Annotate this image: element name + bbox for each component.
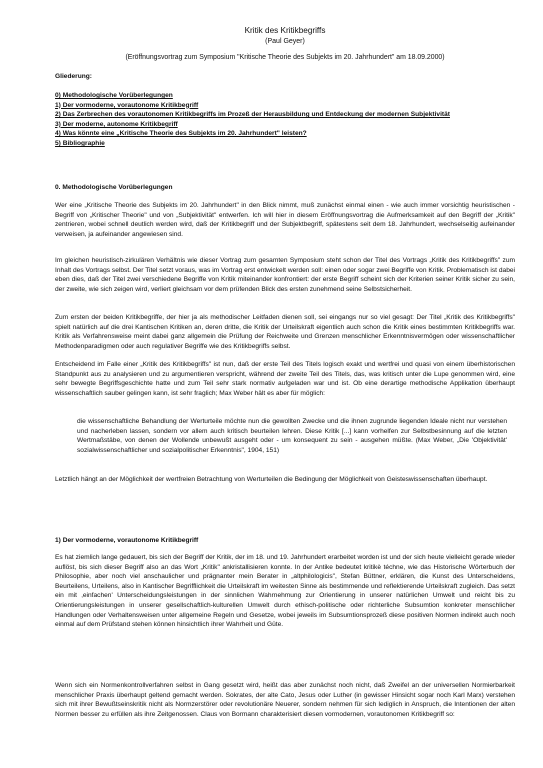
- toc-item-4[interactable]: 4) Was könnte eine „Kritische Theorie des Subjekts im 20. Jahrhundert" leisten?: [55, 130, 307, 138]
- toc-heading: Gliederung:: [55, 73, 92, 80]
- toc-item-3[interactable]: 3) Der moderne, autonome Kritikbegriff: [55, 120, 178, 128]
- section-1-paragraph-2: Wenn sich ein Normenkontrollverfahren selbst in Gang gesetzt wird, heißt das aber zunächst noch nicht, daß Zweifel an der universellen Normierbarkeit menschlicher Praxis überhaupt geltend gemacht werden. Sokrates, der alte Cato, Jesus oder Luther (in gewisser Hinsicht sogar noch Karl Marx) verstehen sich mit ihrer Bewußtseinskritik nicht als Normzerstörer oder revolutionäre Neuerer, sondern nehmen für sich lediglich in Anspruch, die Intentionen der alten Normen besser zu erfüllen als ihre Zeitgenossen. Claus von Bormann charakterisiert diesen vormodernen, vorautonomen Kritikbegriff so:: [55, 682, 515, 718]
- section-0-paragraph-2: Im gleichen heuristisch-zirkulären Verhältnis wie dieser Vortrag zum gesamten Symposium steht schon der Titel des Vortrags „Kritik des Kritikbegriffs" zum Inhalt des Vortrags selbst. Der Titel setzt voraus, was im Vortrag erst entwickelt werden soll: einen oder sogar zwei Begriffe von Kritik. Problematisch ist dabei eben dies, daß der Titel zwei verschiedene Begriffe von Kritik miteinander konfrontiert: der erste Begriff scheint sich der Kriterien seiner Kritik sicher zu sein, der zweite, wie sich zeigen wird, verliert gleichsam vor dem prüfenden Blick des ersten zunehmend seine Selbstsicherheit.: [55, 257, 515, 293]
- document-title: Kritik des Kritikbegriffs: [244, 26, 326, 35]
- section-0-closing: Letztlich hängt an der Möglichkeit der wertfreien Betrachtung von Werturteilen die Bedingung der Möglichkeit von Geisteswissenschaften überhaupt.: [55, 476, 488, 483]
- toc-item-5[interactable]: 5) Bibliographie: [55, 139, 105, 147]
- toc-item-2[interactable]: 2) Das Zerbrechen des vorautonomen Kritikbegriffs im Prozeß der Herausbildung und Entdeckung der modernen Subjektivität: [55, 111, 450, 119]
- section-0-paragraph-3: Zum ersten der beiden Kritikbegriffe, der hier ja als methodischer Leitfaden dienen soll, sei eingangs nur so viel gesagt: Der Titel „Kritik des Kritikbegriffs" spielt natürlich auf die drei Kantischen Kritiken an, deren dritte, die Kritik der Urteilskraft eigentlich auch schon die Kritik eines bestimmten Kritikbegriffs war. Kritik als Verfahrensweise meint dabei ganz allgemein die Prüfung der Reichweite und Grenzen menschlicher Erkenntnisvermögen oder wissenschaftlicher Methodenparadigmen oder auch regulativer Begriffe wie des Kritikbegriffs selbst.: [55, 314, 515, 350]
- section-1-heading: 1) Der vormoderne, vorautonome Kritikbegriff: [55, 537, 199, 544]
- section-0-paragraph-1: Wer eine „Kritische Theorie des Subjekts im 20. Jahrhundert" in den Blick nimmt, muß zunächst einmal einen - wie auch immer vorsichtig heuristischen - Begriff von „Kritischer Theorie" und von „Subjektivität" entwerfen. Ich will hier in diesem Eröffnungsvortrag die Aufmerksamkeit auf den Begriff der „Kritik" zentrieren, wobei schnell deutlich werden wird, daß der Kritikbegriff und der Subjektbegriff, spätestens seit dem 18. Jahrhundert, wechselseitig aufeinander verweisen, ja aufeinander angewiesen sind.: [55, 202, 515, 238]
- section-0-heading: 0. Methodologische Vorüberlegungen: [55, 184, 173, 191]
- document-occasion: (Eröffnungsvortrag zum Symposium "Kritische Theorie des Subjekts im 20. Jahrhundert" am 18.09.2000): [125, 54, 445, 61]
- toc-item-1[interactable]: 1) Der vormoderne, vorautonome Kritikbegriff: [55, 101, 199, 109]
- table-of-contents: [55, 91, 515, 149]
- section-1-paragraph-1: Es hat ziemlich lange gedauert, bis sich der Begriff der Kritik, der im 18. und 19. Jahrhundert erarbeitet worden ist und der sich heute vielleicht gerade wieder auflöst, bis sich dieser Begriff also an das Wort „Kritik" ankristallisieren konnte. In der Antike bedeutet kritikè téchne, wie das Historische Wörterbuch der Philosophie, aber noch viel anschaulicher und prägnanter mein Berater in „altphilologicis", Stefan Büttner, erklären, die Kunst des Unterscheidens, Beurteilens, Urteilens, also in Kantischer Begrifflichkeit die Urteilskraft im weitesten Sinne als bestimmende und reflektierende Urteilskraft zugleich. Das setzt ein mit ‚einfachen' Unterscheidungsleistungen in der sinnlichen Wahrnehmung zur Orientierung in unserer natürlichen Umwelt und reicht bis zu Orientierungsleistungen in unserer gesellschaftlich-kulturellen Umwelt durch ethisch-politische oder richterliche Subsumtion konkreter menschlicher Handlungen oder Verhaltensweisen unter allgemeine Regeln und Gesetze, wobei jeweils im Subsumtionsprozeß diese positiven Normen indirekt auch noch einmal auf dem Prüfstand stehen können hinsichtlich ihrer Wahrheit und Güte.: [55, 554, 515, 629]
- document-author: (Paul Geyer): [265, 38, 305, 45]
- toc-item-0[interactable]: 0) Methodologische Vorüberlegungen: [55, 92, 173, 99]
- weber-quote: die wissenschaftliche Behandlung der Werturteile möchte nun die gewollten Zwecke und die ihnen zugrunde liegenden Ideale nicht nur verstehen und nacherleben lassen, sondern vor allem auch kritisch beurteilen lehren. Diese Kritik [...] kann vorhelfen zur Selbstbesinnung auf die letzten Wertmaßstäbe, von denen der Wollende unbewußt ausgeht oder - um konsequent zu sein - ausgehen müßte. (Max Weber, „Die 'Objektivität' sozialwissenschaftlicher und sozialpolitischer Erkenntnis", 1904, 151): [77, 418, 507, 454]
- section-0-paragraph-4: Entscheidend im Falle einer „Kritik des Kritikbegriffs" ist nun, daß der erste Teil des Titels logisch exakt und wertfrei und quasi von einem überhistorischen Standpunkt aus zu analysieren und zu argumentieren verspricht, während der zweite Teil des Titels, das, was kritisch unter die Lupe genommen wird, eine sehr bewegte Begriffsgeschichte hatte und zum Teil sehr stark normativ aufgeladen war und ist. Ob eine derartige methodische Applikation überhaupt wissenschaftlich sauber gelingen kann, ist sehr fraglich; Max Weber hält es aber für möglich:: [55, 361, 515, 397]
